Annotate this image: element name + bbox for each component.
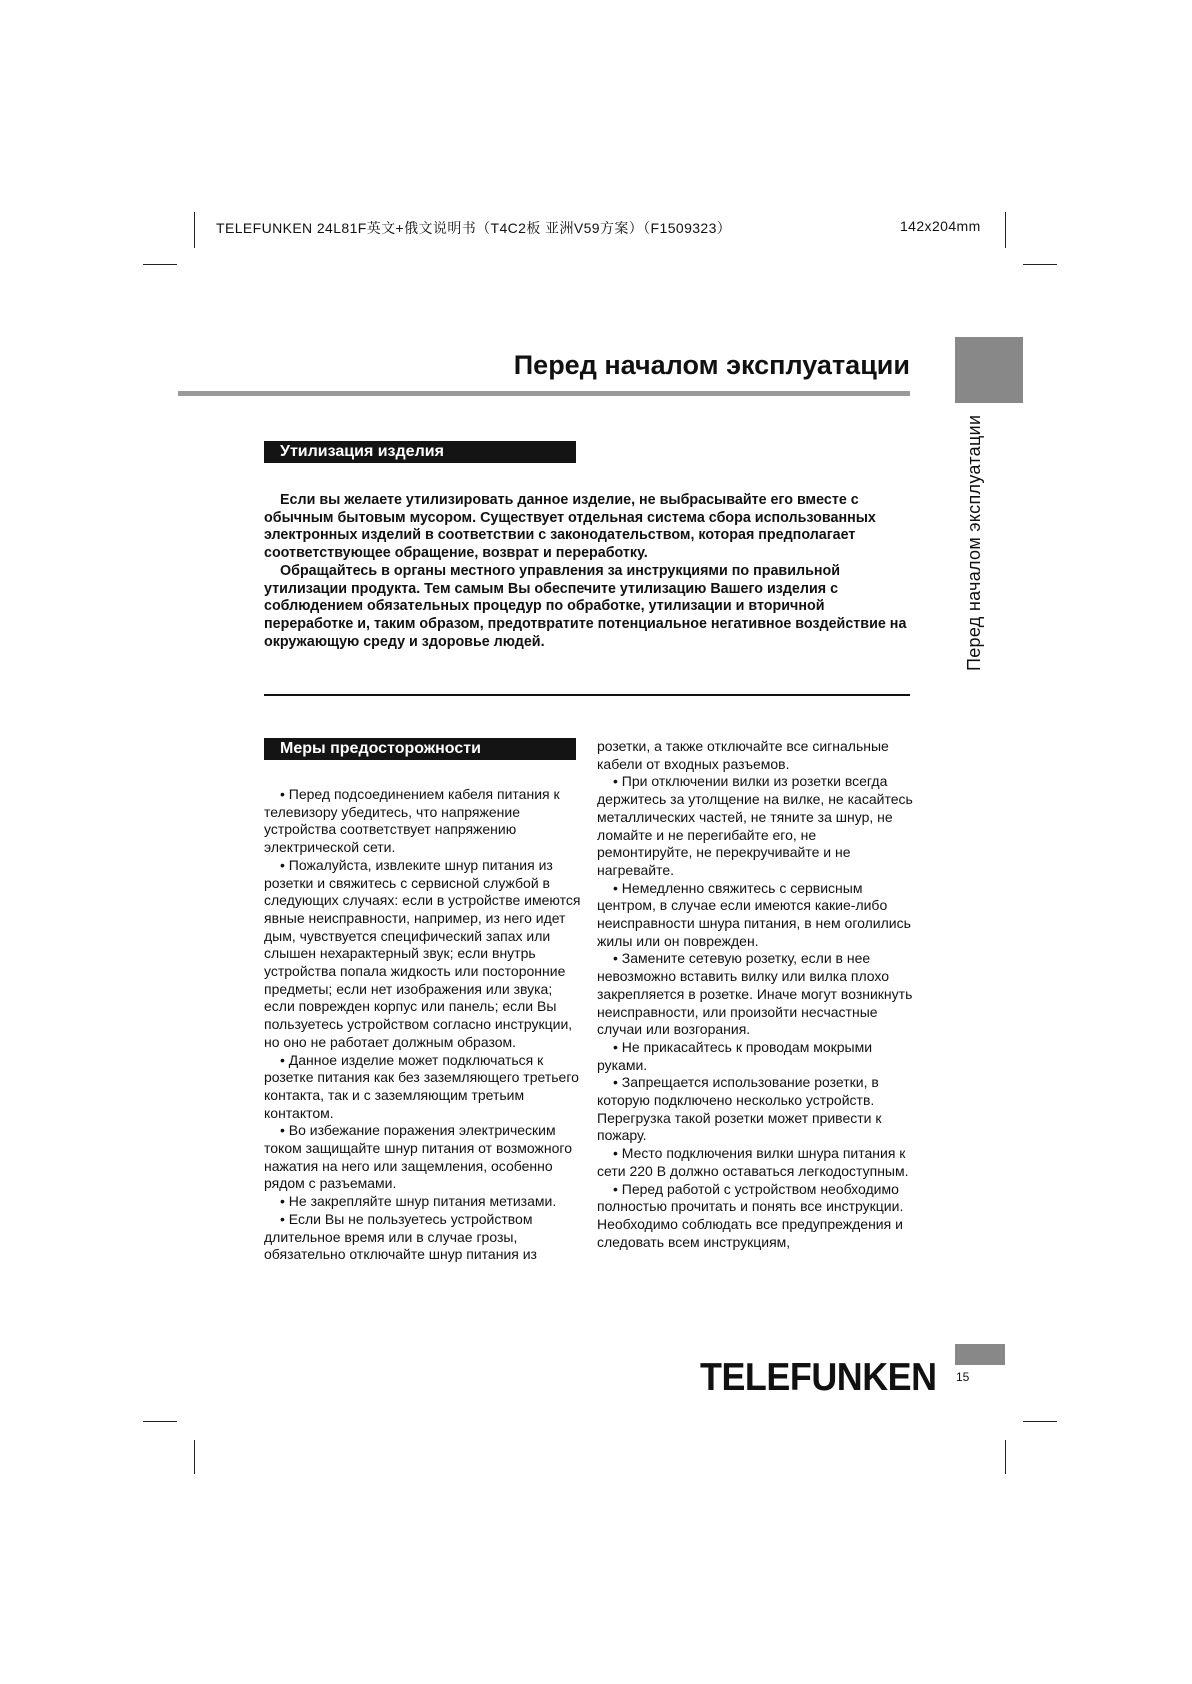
- section-heading-precautions: Меры предосторожности: [264, 738, 576, 760]
- brand-logo: TELEFUNKEN: [700, 1356, 937, 1399]
- crop-mark-top-right-h: [1023, 264, 1057, 265]
- precaution-item: • Не закрепляйте шнур питания метизами.: [280, 1193, 557, 1210]
- print-header-size: 142x204mm: [900, 218, 981, 234]
- precaution-item: • Перед подсоединением кабеля питания к телевизору убедитесь, что напряжение устройства соответствует напряжению электрической сети.: [264, 786, 560, 856]
- precaution-item: • При отключении вилки из розетки всегда держитесь за утолщение на вилке, не касайтесь металлических частей, не тяните за шнур, не ломайте и не перегибайте его, не ремонтируйте, не перекручивайте и не нагревайте.: [597, 773, 913, 878]
- crop-mark-top-right: [1005, 212, 1006, 248]
- precaution-item: • Место подключения вилки шнура питания к сети 220 В должно оставаться легкодоступным.: [597, 1145, 909, 1179]
- disposal-paragraph: Обращайтесь в органы местного управления за инструкциями по правильной утилизации продукта. Тем самым Вы обеспечите утилизацию Вашего изделия с соблюдением обязательных процедур по обработке, утилизации и вторичной переработке и, таким образом, предотвратите потенциальное негативное воздействие на окружающую среду и здоровье людей.: [264, 562, 907, 650]
- precaution-item: • Запрещается использование розетки, в которую подключено несколько устройств. Перегрузка такой розетки может привести к пожару.: [597, 1074, 882, 1144]
- crop-mark-top-left: [194, 212, 195, 248]
- precaution-item: • Если Вы не пользуетесь устройством длительное время или в случае грозы, обязательно отключайте шнур питания из: [264, 1210, 537, 1263]
- print-header-doc-ref: TELEFUNKEN 24L81F英文+俄文说明书（T4C2板 亚洲V59方案）（F1509323）: [216, 220, 732, 236]
- crop-mark-bottom-left: [194, 1440, 195, 1474]
- title-underline: [178, 391, 910, 396]
- section-heading-disposal: Утилизация изделия: [264, 441, 576, 463]
- disposal-text: [264, 492, 916, 651]
- precaution-item: • Данное изделие может подключаться к розетке питания как без заземляющего третьего контакта, так и с заземляющим третьим контактом.: [264, 1051, 579, 1121]
- crop-mark-bottom-right: [1005, 1440, 1006, 1474]
- section-divider: [264, 694, 910, 696]
- crop-mark-bottom-right-h: [1023, 1421, 1057, 1422]
- precautions-right-column: [597, 738, 915, 1251]
- crop-mark-bottom-left-h: [143, 1421, 177, 1422]
- precautions-left-column: [264, 786, 586, 1264]
- side-tab-marker: [955, 337, 1023, 403]
- page-number: 15: [956, 1370, 970, 1384]
- precaution-item: • Пожалуйста, извлеките шнур питания из розетки и свяжитесь с сервисной службой в следующих случаях: если в устройстве имеются явные неисправности, например, из него идет дым, чувствуется специфический запах или слышен нехарактерный звук; если внутрь устройства попала жидкость или посторонние предметы; если нет изображения или звука; если поврежден корпус или панель; если Вы пользуетесь устройством согласно инструкции, но оно не работает должным образом.: [264, 856, 581, 1050]
- precaution-item: • Немедленно свяжитесь с сервисным центром, в случае если имеются какие-либо неисправности шнура питания, в нем оголились жилы или он поврежден.: [597, 879, 911, 949]
- precaution-item: • Не прикасайтесь к проводам мокрыми руками.: [597, 1038, 873, 1073]
- page-title: Перед началом эксплуатации: [513, 350, 910, 380]
- precaution-item: • Во избежание поражения электрическим током защищайте шнур питания от возможного нажатия на него или защемления, особенно рядом с разъемами.: [264, 1122, 572, 1192]
- crop-mark-top-left-h: [143, 264, 177, 265]
- side-tab-label: Перед началом эксплуатации: [964, 414, 984, 671]
- precaution-item: • Замените сетевую розетку, если в нее невозможно вставить вилку или вилка плохо закрепляется в розетке. Иначе могут возникнуть неисправности, или произойти несчастные случаи или возгорания.: [597, 950, 913, 1038]
- page-number-tab: [955, 1344, 1005, 1365]
- precaution-continuation: розетки, а также отключайте все сигнальные кабели от входных разъемов.: [597, 738, 889, 772]
- precaution-item: • Перед работой с устройством необходимо полностью прочитать и понять все инструкции. Необходимо соблюдать все предупреждения и следовать всем инструкциям,: [597, 1180, 904, 1250]
- disposal-paragraph: Если вы желаете утилизировать данное изделие, не выбрасывайте его вместе с обычным бытовым мусором. Существует отдельная система сбора использованных электронных изделий в соответствии с законодательством, которая предполагает соответствующее обращение, возврат и переработку.: [264, 492, 876, 562]
